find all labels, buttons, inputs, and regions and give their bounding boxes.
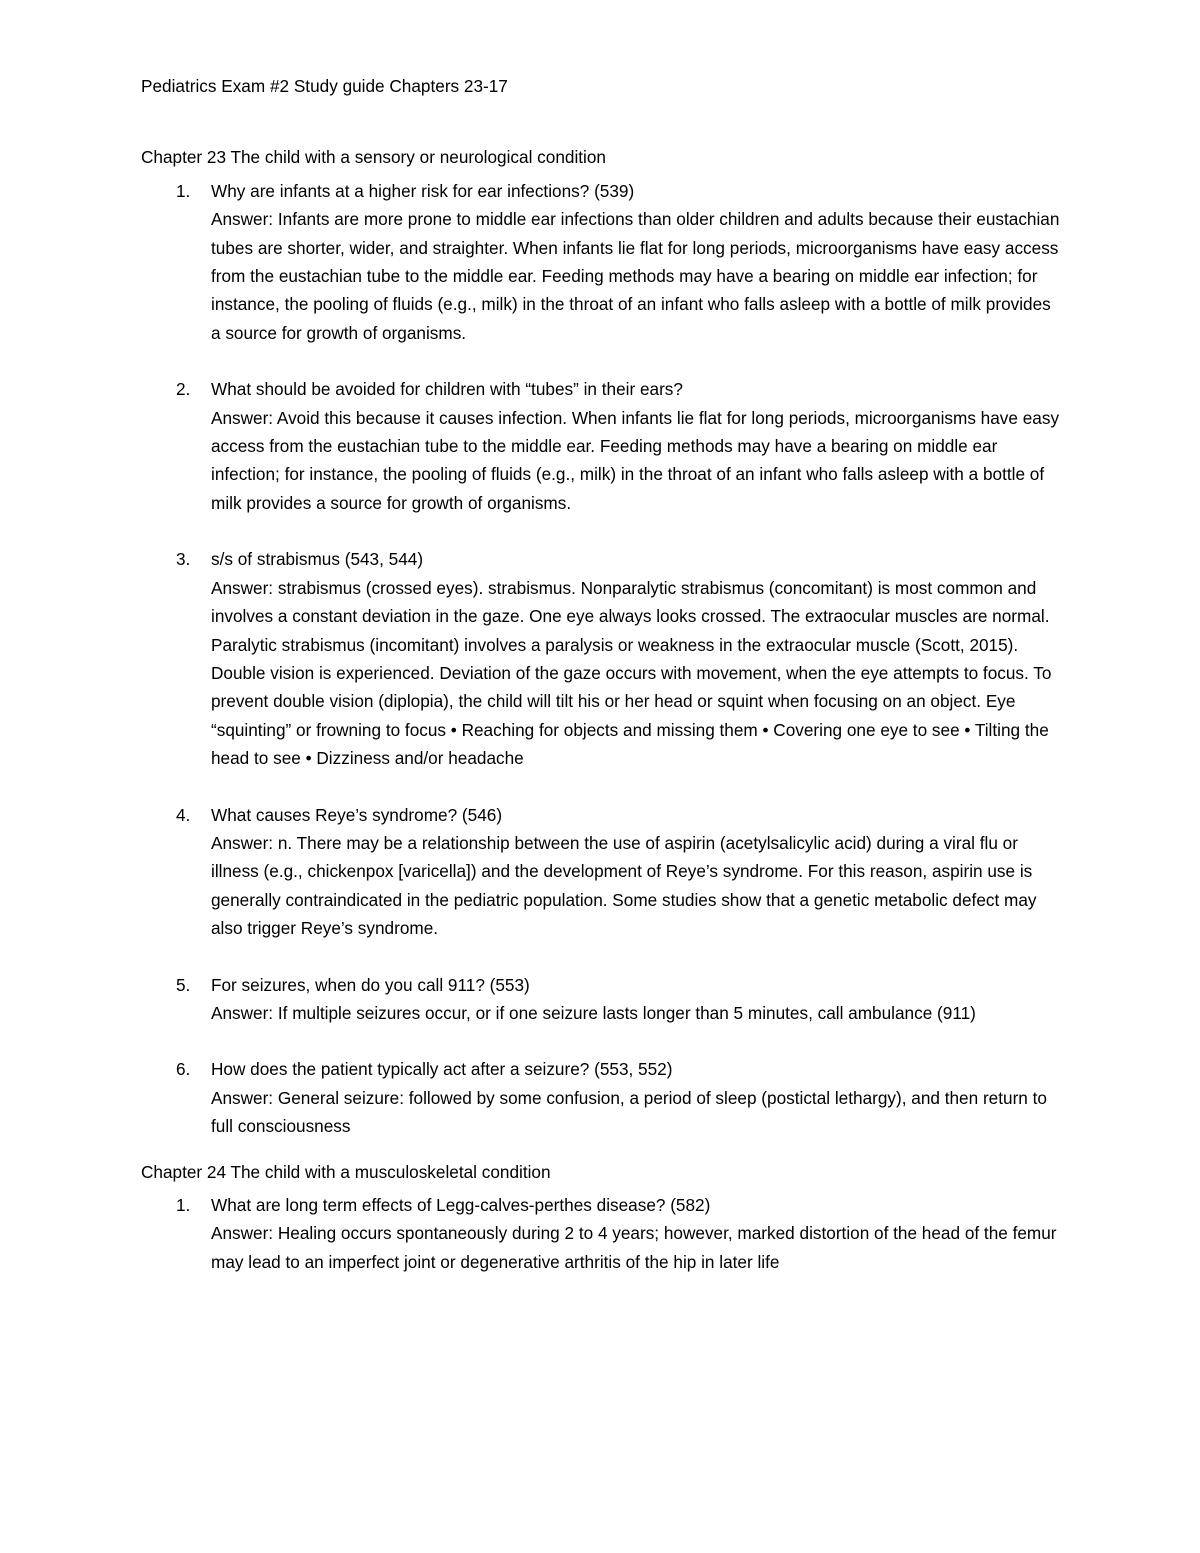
- question-text: How does the patient typically act after a seizure? (553, 552): [211, 1059, 673, 1080]
- question-item: [141, 801, 1061, 943]
- answer-block: [211, 999, 1061, 1027]
- answer-block: [211, 1219, 1061, 1276]
- question-item: [141, 375, 1061, 517]
- answer-text: Healing occurs spontaneously during 2 to 4 years; however, marked distortion of the head of the femur may lead to an imperfect joint or degenerative arthritis of the hip in later life: [211, 1223, 1057, 1272]
- answer-block: [211, 404, 1061, 518]
- answer-text: Avoid this because it causes infection. When infants lie flat for long periods, microorganisms have easy access from the eustachian tube to the middle ear. Feeding methods may have a bearing on middle ear infection; for instance, the pooling of fluids (e.g., milk) in the throat of an infant who falls asleep with a bottle of milk provides a source for growth of organisms.: [211, 407, 1060, 513]
- question-number: 6.: [176, 1059, 191, 1080]
- question-item: [141, 1191, 1061, 1276]
- answer-label: Answer:: [211, 1002, 274, 1023]
- chapter-heading: Chapter 23 The child with a sensory or neurological condition: [141, 147, 606, 168]
- answer-block: [211, 1084, 1061, 1141]
- answer-label: Answer:: [211, 1223, 274, 1244]
- question-number: 3.: [176, 549, 191, 570]
- answer-label: Answer:: [211, 1087, 274, 1108]
- answer-label: Answer:: [211, 832, 274, 853]
- answer-label: Answer:: [211, 407, 274, 428]
- question-number: 2.: [176, 379, 191, 400]
- chapter-section: [141, 143, 1061, 1140]
- chapter-heading: Chapter 24 The child with a musculoskeletal condition: [141, 1161, 551, 1182]
- answer-text: strabismus (crossed eyes). strabismus. Nonparalytic strabismus (concomitant) is most common and involves a constant deviation in the gaze. One eye always looks crossed. The extraocular muscles are normal. Paralytic strabismus (incomitant) involves a paralysis or weakness in the extraocular muscle (Scott, 2015). Double vision is experienced. Deviation of the gaze occurs with movement, when the eye attempts to focus. To prevent double vision (diplopia), the child will tilt his or her head or squint when focusing on an object. Eye “squinting” or frowning to focus • Reaching for objects and missing them • Covering one eye to see • Tilting the head to see • Dizziness and/or headache: [211, 577, 1052, 769]
- question-text: What causes Reye’s syndrome? (546): [211, 804, 503, 825]
- question-text: s/s of strabismus (543, 544): [211, 549, 424, 570]
- question-list: [141, 177, 1061, 1141]
- chapter-section: [141, 1158, 1061, 1277]
- answer-block: [211, 574, 1061, 773]
- question-item: [141, 177, 1061, 347]
- question-text: Why are infants at a higher risk for ear infections? (539): [211, 180, 635, 201]
- question-list: [141, 1191, 1061, 1276]
- question-item: [141, 971, 1061, 1028]
- question-number: 5.: [176, 974, 191, 995]
- answer-label: Answer:: [211, 577, 274, 598]
- answer-label: Answer:: [211, 209, 274, 230]
- question-item: [141, 1055, 1061, 1140]
- answer-text: n. There may be a relationship between the use of aspirin (acetylsalicylic acid) during a viral flu or illness (e.g., chickenpox [varicella]) and the development of Reye’s syndrome. For this reason, aspirin use is generally contraindicated in the pediatric population. Some studies show that a genetic metabolic defect may also trigger Reye’s syndrome.: [211, 832, 1037, 939]
- document-title: Pediatrics Exam #2 Study guide Chapters 23-17: [141, 76, 508, 96]
- answer-text: Infants are more prone to middle ear infections than older children and adults because their eustachian tubes are shorter, wider, and straighter. When infants lie flat for long periods, microorganisms have easy access from the eustachian tube to the middle ear. Feeding methods may have a bearing on middle ear infection; for instance, the pooling of fluids (e.g., milk) in the throat of an infant who falls asleep with a bottle of milk provides a source for growth of organisms.: [211, 209, 1060, 343]
- question-text: What should be avoided for children with “tubes” in their ears?: [211, 379, 683, 400]
- question-item: [141, 545, 1061, 772]
- question-number: 4.: [176, 804, 191, 825]
- answer-block: [211, 205, 1061, 347]
- question-number: 1.: [176, 1195, 191, 1215]
- question-text: For seizures, when do you call 911? (553): [211, 974, 530, 995]
- question-number: 1.: [176, 180, 191, 201]
- answer-text: General seizure: followed by some confusion, a period of sleep (postictal lethargy), and then return to full consciousness: [211, 1087, 1047, 1137]
- answer-text: If multiple seizures occur, or if one seizure lasts longer than 5 minutes, call ambulance (911): [273, 1002, 976, 1023]
- question-text: What are long term effects of Legg-calves-perthes disease? (582): [211, 1195, 711, 1215]
- document-body: [141, 72, 1061, 1276]
- answer-block: [211, 829, 1061, 943]
